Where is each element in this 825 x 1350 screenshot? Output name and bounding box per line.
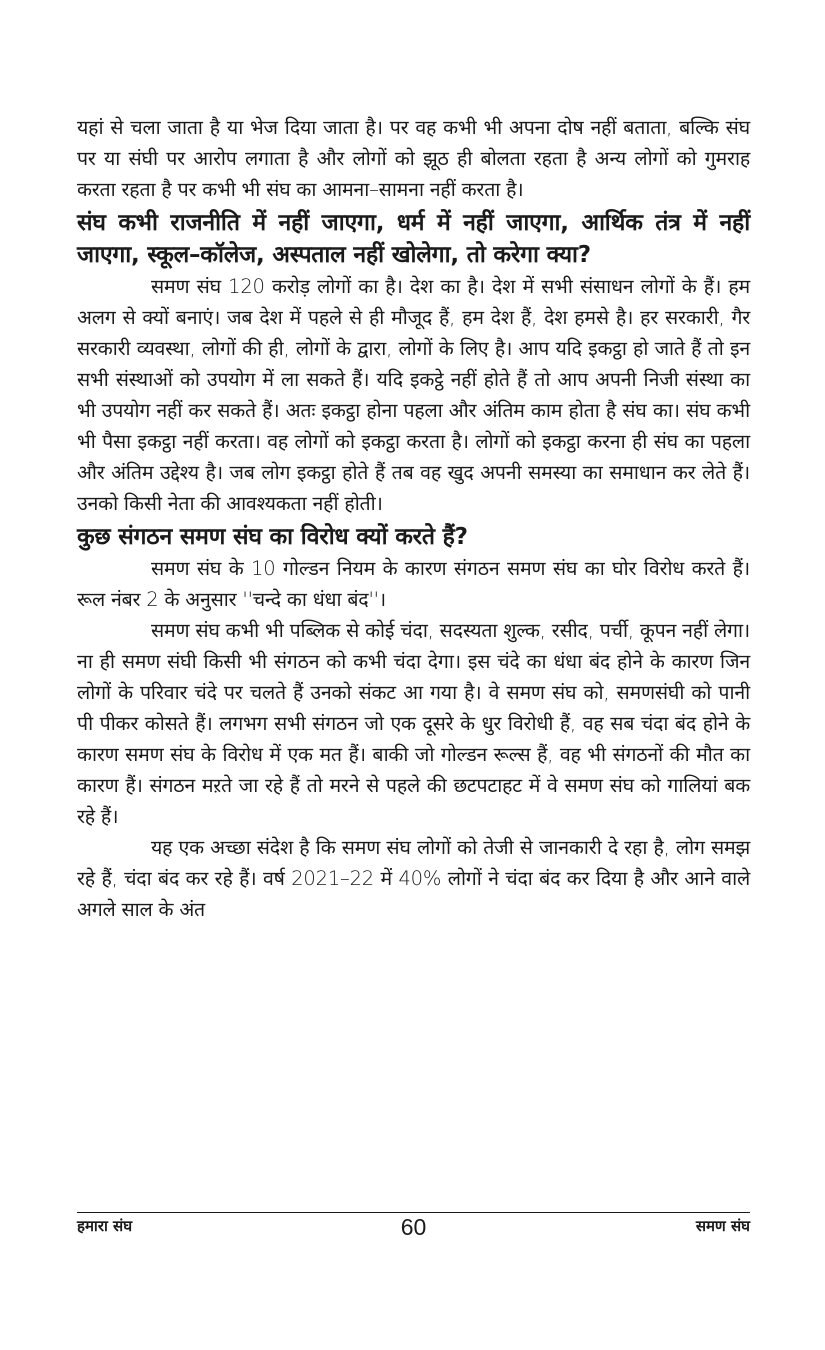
paragraph-sangh-purpose: समण संघ 120 करोड़ लोगों का है। देश का है। देश में सभी संसाधन लोगों के हैं। हम अलग से क्यों बनाएं। जब देश में पहले से ही मौजूद हैं, हम देश हैं, देश हमसे है। हर सरकारी, गैर सरकारी व्यवस्था, लोगों की ही, लोगों के द्वारा, लोगों के लिए है। आप यदि इकट्ठा हो जाते हैं तो इन सभी संस्थाओं को उपयोग में ला सकते हैं। यदि इकट्ठे नहीं होते हैं तो आप अपनी निजी संस्था का भी उपयोग नहीं कर सकते हैं। अतः इकट्ठा होना पहला और अंतिम काम होता है संघ का। संघ कभी भी पैसा इकट्ठा नहीं करता। वह लोगों को इकट्ठा करता है। लोगों को इकट्ठा करना ही संघ का पहला और अंतिम उद्देश्य है। जब लोग इकट्ठा होते हैं तब वह खुद अपनी समस्या का समाधान कर लेते हैं। उनको किसी नेता की आवश्यकता नहीं होती। (77, 275, 750, 515)
paragraph-golden-rules: समण संघ के 10 गोल्डन नियम के कारण संगठन समण संघ का घोर विरोध करते हैं। रूल नंबर 2 के अनुसार ''चन्दे का धंधा बंद''। (77, 557, 750, 611)
footer-publisher: समण संघ (695, 1217, 750, 1235)
footer-book-title: हमारा संघ (77, 1217, 133, 1235)
page-body (77, 112, 750, 925)
page-number: 60 (400, 1214, 427, 1240)
paragraph-good-message: यह एक अच्छा संदेश है कि समण संघ लोगों को तेजी से जानकारी दे रहा है, लोग समझ रहे हैं, चंदा बंद कर रहे हैं। वर्ष 2021–22 में 40% लोगों ने चंदा बंद कर दिया है और आने वाले अगले साल के अंत (77, 836, 750, 921)
footer-divider (77, 1212, 750, 1213)
section-heading-what-will-sangh-do: संघ कभी राजनीति में नहीं जाएगा, धर्म में नहीं जाएगा, आर्थिक तंत्र में नहीं जाएगा, स्कूल–कॉलेज, अस्पताल नहीं खोलेगा, तो करेगा क्या? (77, 210, 750, 268)
page-footer (77, 1214, 750, 1244)
paragraph-no-donations: समण संघ कभी भी पब्लिक से कोई चंदा, सदस्यता शुल्क, रसीद, पर्ची, कूपन नहीं लेगा। ना ही समण संघी किसी भी संगठन को कभी चंदा देगा। इस चंदे का धंधा बंद होने के कारण जिन लोगों के परिवार चंदे पर चलते हैं उनको संकट आ गया है। वे समण संघ को, समणसंघी को पानी पी पीकर कोसते हैं। लगभग सभी संगठन जो एक दूसरे के धुर विरोधी हैं, वह सब चंदा बंद होने के कारण समण संघ के विरोध में एक मत हैं। बाकी जो गोल्डन रूल्स हैं, वह भी संगठनों की मौत का कारण हैं। संगठन मऱते जा रहे हैं तो मरने से पहले की छटपटाहट में वे समण संघ को गालियां बक रहे हैं। (77, 619, 750, 828)
paragraph-continuation: यहां से चला जाता है या भेज दिया जाता है। पर वह कभी भी अपना दोष नहीं बताता, बल्कि संघ पर या संघी पर आरोप लगाता है और लोगों को झूठ ही बोलता रहता है अन्य लोगों को गुमराह करता रहता है पर कभी भी संघ का आमना–सामना नहीं करता है। (77, 116, 750, 201)
section-heading-why-opposition: कुछ संगठन समण संघ का विरोध क्यों करते हैं? (77, 524, 468, 550)
